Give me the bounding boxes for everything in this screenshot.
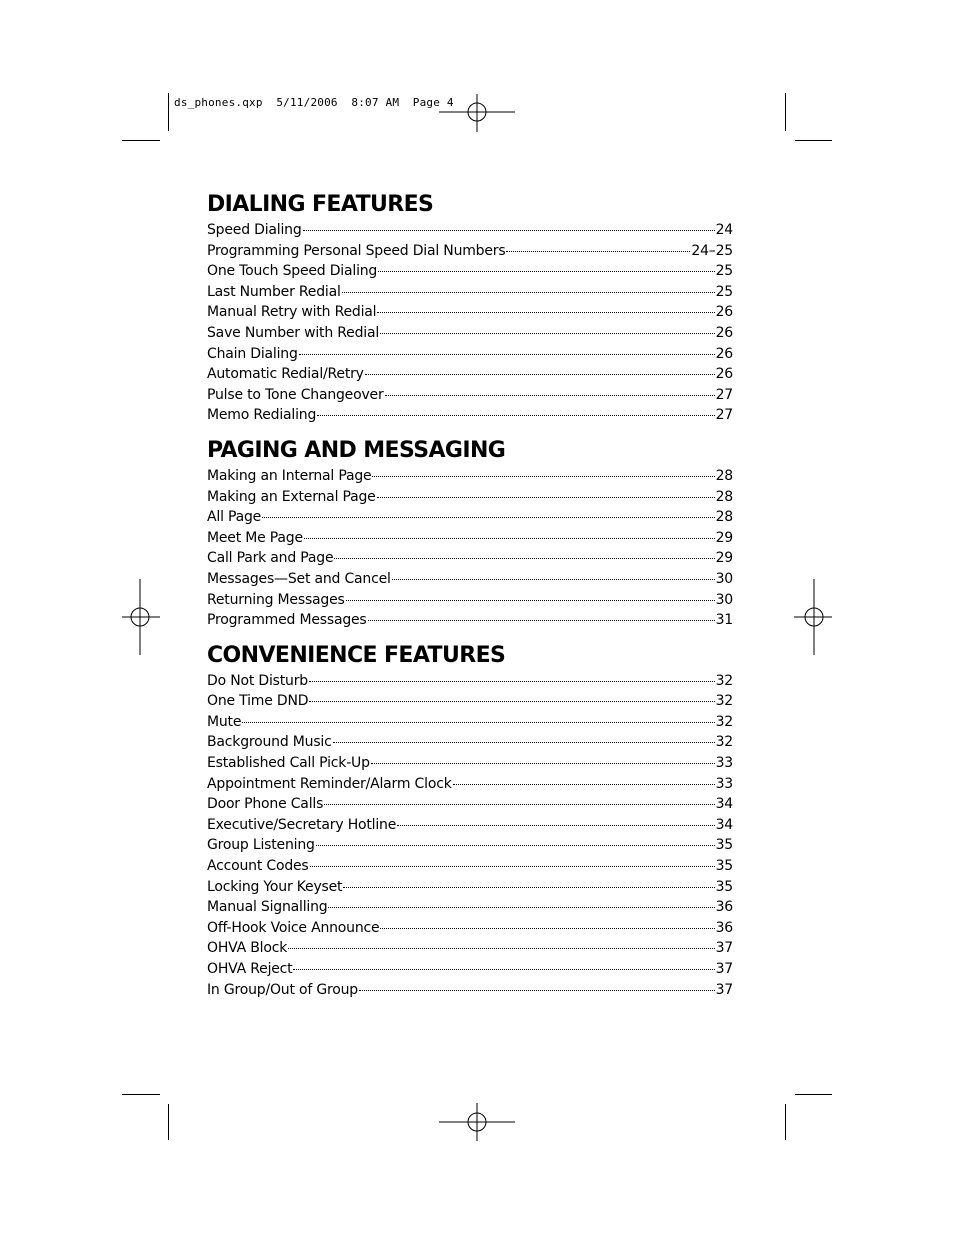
toc-entry-page: 26 xyxy=(715,345,733,362)
toc-entry-title: Messages—Set and Cancel xyxy=(207,570,391,587)
registration-mark-icon xyxy=(439,76,515,152)
dot-leader xyxy=(359,989,715,991)
toc-entry xyxy=(207,712,733,733)
dot-leader xyxy=(377,496,715,498)
toc-entry-title: Memo Redialing xyxy=(207,407,317,424)
crop-mark xyxy=(168,93,169,131)
toc-entry xyxy=(207,282,733,303)
dot-leader xyxy=(385,394,715,396)
toc-entry xyxy=(207,918,733,939)
toc-entry xyxy=(207,671,733,692)
toc-entry-page: 36 xyxy=(715,899,733,916)
toc-entry-page: 26 xyxy=(715,304,733,321)
toc-entry-title: Last Number Redial xyxy=(207,283,341,300)
toc-entry xyxy=(207,815,733,836)
toc-entry-page: 32 xyxy=(715,693,733,710)
toc-entry-page: 29 xyxy=(715,529,733,546)
toc-entry-title: OHVA Block xyxy=(207,940,288,957)
registration-mark-icon xyxy=(102,579,178,655)
toc-entry-page: 27 xyxy=(715,407,733,424)
toc-entry-title: Pulse to Tone Changeover xyxy=(207,386,384,403)
toc-entry xyxy=(207,610,733,631)
toc-entry xyxy=(207,344,733,365)
toc-entry-title: Group Listening xyxy=(207,837,315,854)
toc-entry-list xyxy=(207,466,733,631)
toc-entry-page: 32 xyxy=(715,672,733,689)
toc-entry-page: 37 xyxy=(715,961,733,977)
toc-entry xyxy=(207,241,733,262)
toc-entry-page: 37 xyxy=(715,940,733,957)
toc-entry-title: Manual Retry with Redial xyxy=(207,304,377,321)
dot-leader xyxy=(316,844,715,846)
toc-entry xyxy=(207,487,733,508)
toc-entry xyxy=(207,794,733,815)
toc-entry xyxy=(207,959,733,980)
toc-entry xyxy=(207,569,733,590)
toc-entry xyxy=(207,590,733,611)
toc-entry-page: 35 xyxy=(715,878,733,895)
crop-mark xyxy=(168,1104,169,1140)
toc-entry xyxy=(207,732,733,753)
print-slug: ds_phones.qxp 5/11/2006 8:07 AM Page 4 xyxy=(174,96,454,109)
toc-entry-page: 26 xyxy=(715,366,733,383)
toc-entry-list xyxy=(207,671,733,1001)
toc-entry xyxy=(207,835,733,856)
crop-mark xyxy=(785,93,786,131)
toc-entry-title: Speed Dialing xyxy=(207,222,302,238)
toc-entry-title: Background Music xyxy=(207,734,332,751)
toc-entry xyxy=(207,528,733,549)
crop-mark xyxy=(122,1094,160,1095)
toc-entry-title: Making an External Page xyxy=(207,488,376,505)
toc-entry-page: 35 xyxy=(715,858,733,875)
toc-entry xyxy=(207,897,733,918)
dot-leader xyxy=(392,578,715,580)
toc-entry-title: Appointment Reminder/Alarm Clock xyxy=(207,775,452,792)
dot-leader xyxy=(333,741,715,743)
toc-entry-page: 28 xyxy=(715,467,733,484)
dot-leader xyxy=(310,865,715,867)
toc-section-dialing xyxy=(207,190,733,426)
toc-entry xyxy=(207,507,733,528)
toc-entry-page: 25 xyxy=(715,263,733,280)
toc-entry xyxy=(207,938,733,959)
toc-entry-title: Account Codes xyxy=(207,858,309,875)
toc-entry-title: Making an Internal Page xyxy=(207,467,372,484)
section-title: DIALING FEATURES xyxy=(207,192,434,217)
dot-leader xyxy=(372,475,714,477)
toc-entry xyxy=(207,323,733,344)
toc-entry-title: Returning Messages xyxy=(207,591,345,608)
toc-entry-title: One Touch Speed Dialing xyxy=(207,263,378,280)
toc-entry-title: All Page xyxy=(207,509,262,526)
section-title: PAGING AND MESSAGING xyxy=(207,437,506,463)
crop-mark xyxy=(122,140,160,141)
registration-mark-icon xyxy=(776,579,852,655)
toc-entry-page: 32 xyxy=(715,734,733,751)
toc-entry-list xyxy=(207,220,733,426)
toc-entry-page: 36 xyxy=(715,919,733,936)
toc-entry-page: 34 xyxy=(715,796,733,813)
dot-leader xyxy=(262,516,714,518)
toc-entry-title: Manual Signalling xyxy=(207,899,328,916)
toc-entry xyxy=(207,877,733,898)
dot-leader xyxy=(368,619,715,621)
toc-entry xyxy=(207,774,733,795)
dot-leader xyxy=(303,229,715,231)
toc-entry xyxy=(207,302,733,323)
toc-entry-title: Programming Personal Speed Dial Numbers xyxy=(207,242,506,259)
dot-leader xyxy=(304,537,715,539)
dot-leader xyxy=(343,886,714,888)
section-title: CONVENIENCE FEATURES xyxy=(207,642,506,668)
table-of-contents xyxy=(207,190,733,1010)
dot-leader xyxy=(299,353,715,355)
toc-entry xyxy=(207,385,733,406)
toc-entry xyxy=(207,856,733,877)
toc-entry-title: Do Not Disturb xyxy=(207,672,308,689)
toc-entry-page: 34 xyxy=(715,816,733,833)
toc-entry-page: 24 xyxy=(715,222,733,238)
toc-entry-page: 31 xyxy=(715,612,733,629)
crop-mark xyxy=(795,140,832,141)
toc-entry-page: 25 xyxy=(715,283,733,300)
crop-mark xyxy=(785,1104,786,1140)
toc-entry-title: Mute xyxy=(207,713,242,730)
toc-entry-title: Chain Dialing xyxy=(207,345,298,362)
registration-mark-icon xyxy=(439,1084,515,1160)
dot-leader xyxy=(506,250,690,252)
toc-entry-page: 24–25 xyxy=(691,242,733,259)
toc-entry-page: 28 xyxy=(715,509,733,526)
dot-leader xyxy=(380,927,714,929)
toc-entry-title: Locking Your Keyset xyxy=(207,878,343,895)
toc-entry-title: Executive/Secretary Hotline xyxy=(207,816,397,833)
toc-entry-title: Automatic Redial/Retry xyxy=(207,366,364,383)
dot-leader xyxy=(309,700,714,702)
toc-entry xyxy=(207,980,733,1001)
dot-leader xyxy=(309,680,715,682)
toc-entry-title: Save Number with Redial xyxy=(207,324,380,341)
toc-entry-page: 35 xyxy=(715,837,733,854)
toc-entry-page: 27 xyxy=(715,386,733,403)
toc-entry xyxy=(207,405,733,426)
toc-entry-page: 28 xyxy=(715,488,733,505)
toc-entry-title: One Time DND xyxy=(207,693,309,710)
toc-entry-title: Call Park and Page xyxy=(207,550,334,567)
dot-leader xyxy=(346,599,715,601)
dot-leader xyxy=(342,291,715,293)
toc-entry-page: 32 xyxy=(715,713,733,730)
toc-entry-page: 33 xyxy=(715,775,733,792)
crop-mark xyxy=(795,1094,832,1095)
toc-entry-title: Door Phone Calls xyxy=(207,796,324,813)
dot-leader xyxy=(288,947,714,949)
toc-entry-page: 37 xyxy=(715,981,733,998)
toc-entry-page: 30 xyxy=(715,591,733,608)
dot-leader xyxy=(365,373,715,375)
toc-entry-title: Meet Me Page xyxy=(207,529,303,546)
toc-entry xyxy=(207,691,733,712)
toc-entry xyxy=(207,220,733,241)
dot-leader xyxy=(334,557,714,559)
toc-entry-page: 29 xyxy=(715,550,733,567)
toc-entry-page: 26 xyxy=(715,324,733,341)
dot-leader xyxy=(324,803,714,805)
dot-leader xyxy=(380,332,715,334)
dot-leader xyxy=(453,783,715,785)
dot-leader xyxy=(293,968,714,970)
dot-leader xyxy=(397,824,714,826)
toc-entry-title: Off-Hook Voice Announce xyxy=(207,919,380,936)
toc-entry xyxy=(207,261,733,282)
dot-leader xyxy=(328,906,714,908)
dot-leader xyxy=(242,721,714,723)
dot-leader xyxy=(371,762,715,764)
toc-entry-title: Established Call Pick-Up xyxy=(207,755,370,772)
toc-entry xyxy=(207,466,733,487)
toc-section-paging xyxy=(207,436,733,631)
toc-entry-page: 33 xyxy=(715,755,733,772)
toc-section-convenience xyxy=(207,641,733,1001)
toc-entry-title: In Group/Out of Group xyxy=(207,981,358,998)
dot-leader xyxy=(377,311,714,313)
toc-entry xyxy=(207,548,733,569)
dot-leader xyxy=(378,270,714,272)
toc-entry-title: Programmed Messages xyxy=(207,612,367,629)
dot-leader xyxy=(317,414,714,416)
toc-entry xyxy=(207,364,733,385)
toc-entry-page: 30 xyxy=(715,570,733,587)
toc-entry xyxy=(207,753,733,774)
toc-entry-title: OHVA Reject xyxy=(207,961,293,977)
